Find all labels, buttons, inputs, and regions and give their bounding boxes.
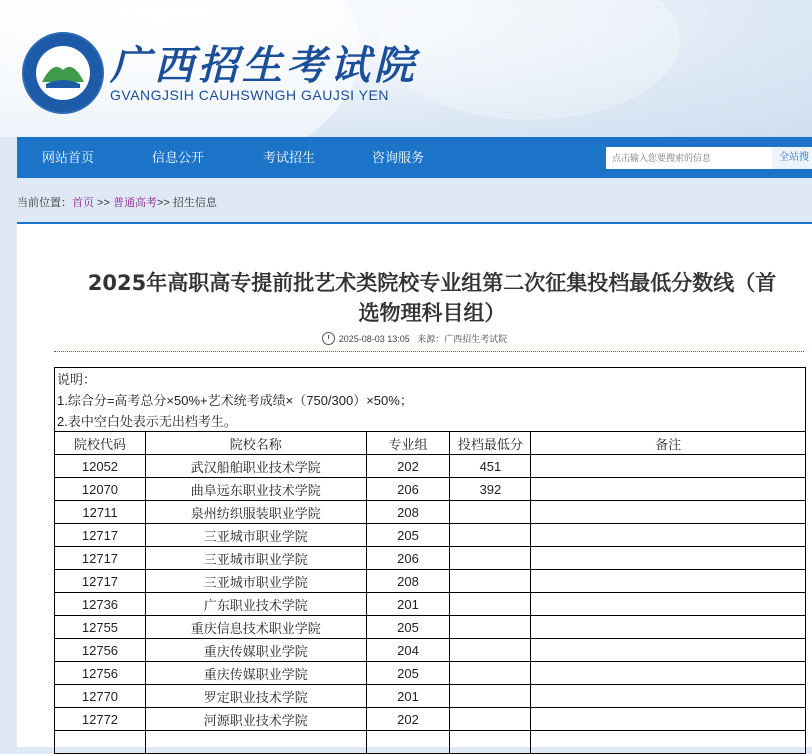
cell-major-group: 202 xyxy=(366,708,450,731)
cell-school-name: 三亚城市职业学院 xyxy=(145,547,366,570)
cell-remark xyxy=(531,685,806,708)
header-glow xyxy=(380,0,680,120)
column-header-group: 专业组 xyxy=(366,432,450,455)
cell-school-name: 重庆信息技术职业学院 xyxy=(145,616,366,639)
cell-remark xyxy=(531,639,806,662)
cell-school-name: 重庆传媒职业学院 xyxy=(145,662,366,685)
breadcrumb-current: 招生信息 xyxy=(172,197,217,209)
cell-school-name: 罗定职业技术学院 xyxy=(145,685,366,708)
table-note: 1.综合分=高考总分×50%+艺术统考成绩×（750/300）×50%； xyxy=(55,389,806,410)
cell-min-score xyxy=(450,616,531,639)
cell-min-score xyxy=(450,685,531,708)
table-row xyxy=(55,616,806,639)
cell-school-name: 泉州纺织服装职业学院 xyxy=(145,501,366,524)
cell-remark xyxy=(531,708,806,731)
table-row xyxy=(55,639,806,662)
nav-item-exam-admission[interactable]: 考试招生 xyxy=(263,150,316,165)
table-row xyxy=(55,593,806,616)
cell-major-group: 202 xyxy=(366,455,450,478)
cell-school-code: 12755 xyxy=(55,616,146,639)
article-meta xyxy=(17,332,812,345)
table-row xyxy=(55,547,806,570)
cell-remark xyxy=(531,731,806,754)
breadcrumb-separator: >> xyxy=(94,197,113,209)
table-row xyxy=(55,570,806,593)
table-row xyxy=(55,662,806,685)
cell-school-code: 12711 xyxy=(55,501,146,524)
cell-major-group xyxy=(366,731,450,754)
cell-school-code xyxy=(55,731,146,754)
cell-min-score: 392 xyxy=(450,478,531,501)
cell-remark xyxy=(531,593,806,616)
site-title-en: GVANGJSIH CAUHSWNGH GAUJSI YEN xyxy=(110,87,389,103)
breadcrumb-gaokao-link[interactable]: 普通高考 xyxy=(112,197,157,209)
column-header-name: 院校名称 xyxy=(145,432,366,455)
clock-icon xyxy=(322,332,335,345)
cell-remark xyxy=(531,616,806,639)
cell-major-group: 208 xyxy=(366,501,450,524)
cell-school-name: 重庆传媒职业学院 xyxy=(145,639,366,662)
article-content xyxy=(17,222,812,747)
column-header-score: 投档最低分 xyxy=(450,432,531,455)
cell-school-name: 广东职业技术学院 xyxy=(145,593,366,616)
cell-major-group: 204 xyxy=(366,639,450,662)
cell-school-name: 曲阜远东职业技术学院 xyxy=(145,478,366,501)
breadcrumb xyxy=(17,194,217,210)
column-header-code: 院校代码 xyxy=(55,432,146,455)
cell-remark xyxy=(531,662,806,685)
cell-min-score xyxy=(450,639,531,662)
cell-min-score xyxy=(450,501,531,524)
logo-emblem xyxy=(36,46,90,100)
cell-remark xyxy=(531,547,806,570)
table-note: 2.表中空白处表示无出档考生。 xyxy=(55,410,806,432)
cell-school-name xyxy=(145,731,366,754)
table-row xyxy=(55,731,806,754)
article-datetime: 2025-08-03 13:05 xyxy=(338,334,410,344)
score-table xyxy=(54,367,806,754)
cell-major-group: 205 xyxy=(366,524,450,547)
cell-min-score xyxy=(450,593,531,616)
table-note: 说明： xyxy=(55,368,806,390)
cell-min-score xyxy=(450,708,531,731)
cell-major-group: 208 xyxy=(366,570,450,593)
cell-school-code: 12717 xyxy=(55,547,146,570)
table-header-row xyxy=(55,432,806,455)
nav-item-info-disclosure[interactable]: 信息公开 xyxy=(152,150,205,165)
cell-school-code: 12070 xyxy=(55,478,146,501)
cell-min-score: 451 xyxy=(450,455,531,478)
search-input[interactable]: 点击输入您要搜索的信息 xyxy=(606,147,772,169)
cell-major-group: 205 xyxy=(366,616,450,639)
column-header-remark: 备注 xyxy=(531,432,806,455)
cell-school-name: 三亚城市职业学院 xyxy=(145,570,366,593)
cell-min-score xyxy=(450,570,531,593)
site-logo-icon[interactable] xyxy=(22,32,104,114)
article-source: 来源：广西招生考试院 xyxy=(417,334,508,344)
cell-major-group: 205 xyxy=(366,662,450,685)
search-button[interactable]: 全站搜 xyxy=(772,147,812,169)
cell-remark xyxy=(531,455,806,478)
table-row xyxy=(55,501,806,524)
cell-major-group: 206 xyxy=(366,478,450,501)
cell-major-group: 201 xyxy=(366,593,450,616)
cell-school-code: 12717 xyxy=(55,570,146,593)
cell-school-code: 12756 xyxy=(55,639,146,662)
cell-min-score xyxy=(450,731,531,754)
main-navbar xyxy=(17,137,812,178)
site-header xyxy=(0,0,812,137)
table-row xyxy=(55,685,806,708)
cell-remark xyxy=(531,570,806,593)
cell-school-code: 12756 xyxy=(55,662,146,685)
breadcrumb-home-link[interactable]: 首页 xyxy=(72,197,94,209)
table-row xyxy=(55,455,806,478)
cell-min-score xyxy=(450,524,531,547)
cell-school-name: 武汉船舶职业技术学院 xyxy=(145,455,366,478)
cell-remark xyxy=(531,478,806,501)
breadcrumb-prefix: 当前位置： xyxy=(17,197,72,209)
cell-school-code: 12736 xyxy=(55,593,146,616)
nav-item-consulting[interactable]: 咨询服务 xyxy=(372,150,425,165)
table-row xyxy=(55,708,806,731)
table-row xyxy=(55,478,806,501)
article-title-line1: 2025年高职高专提前批艺术类院校专业组第二次征集投档最低分数线（首 xyxy=(87,271,777,295)
cell-major-group: 206 xyxy=(366,547,450,570)
article-title xyxy=(57,268,807,328)
cell-school-name: 河源职业技术学院 xyxy=(145,708,366,731)
nav-item-home[interactable]: 网站首页 xyxy=(42,150,95,165)
cell-school-code: 12717 xyxy=(55,524,146,547)
divider xyxy=(54,351,804,352)
cell-major-group: 201 xyxy=(366,685,450,708)
article-title-line2: 选物理科目组） xyxy=(358,301,506,325)
cell-school-code: 12052 xyxy=(55,455,146,478)
cell-remark xyxy=(531,524,806,547)
breadcrumb-separator: >> xyxy=(156,197,173,209)
site-title-cn[interactable]: 广西招生考试院 xyxy=(110,42,418,89)
cell-school-code: 12772 xyxy=(55,708,146,731)
cell-school-code: 12770 xyxy=(55,685,146,708)
cell-school-name: 三亚城市职业学院 xyxy=(145,524,366,547)
table-row xyxy=(55,524,806,547)
cell-min-score xyxy=(450,547,531,570)
cell-remark xyxy=(531,501,806,524)
cell-min-score xyxy=(450,662,531,685)
